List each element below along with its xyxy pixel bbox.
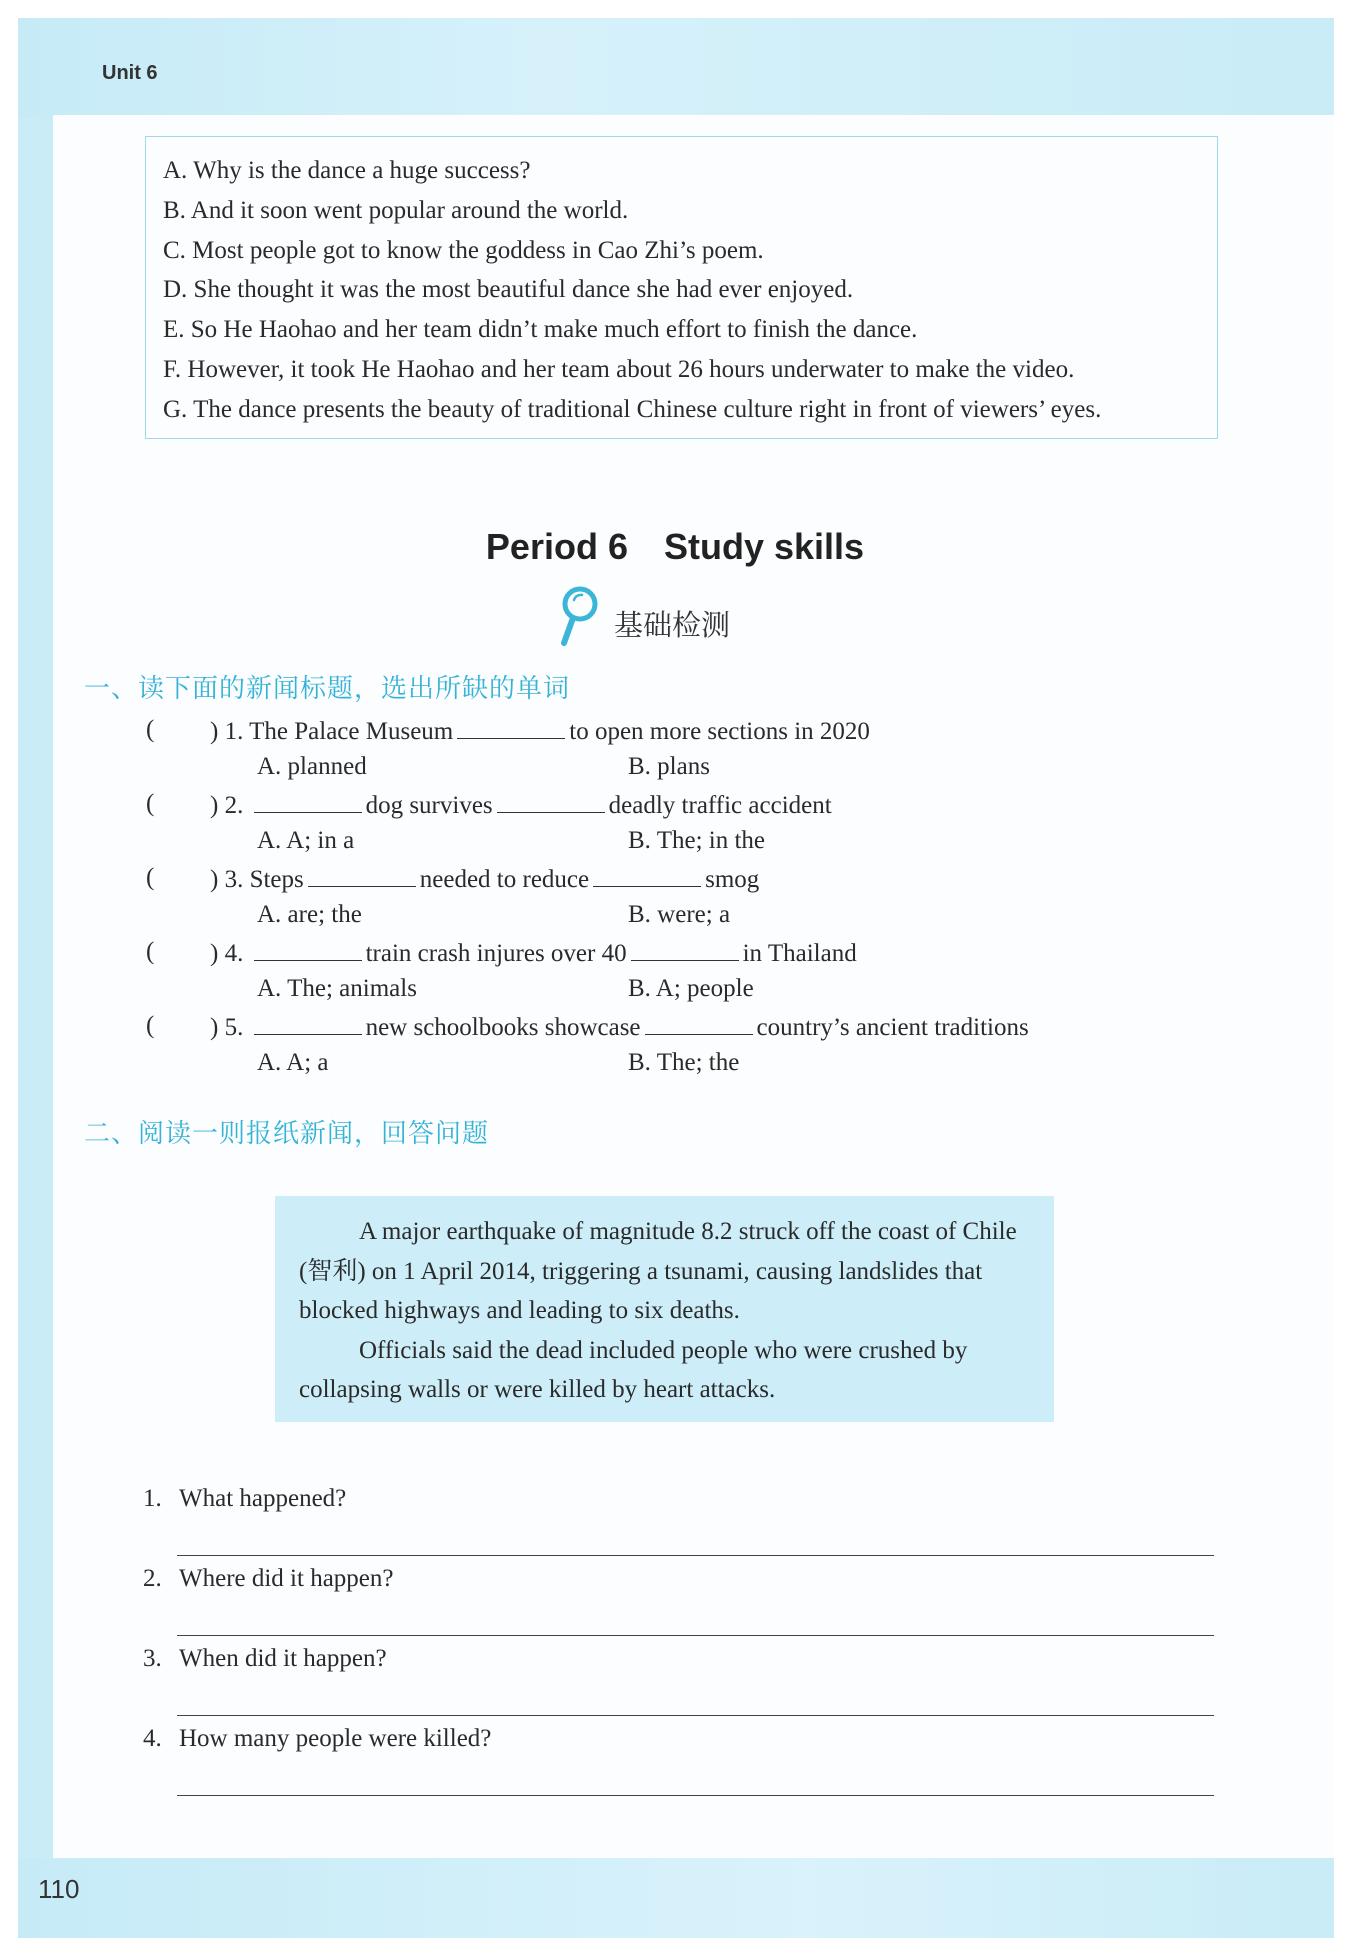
question-text: Where did it happen? [179, 1565, 394, 1592]
question-2 [210, 790, 832, 820]
question-text: train crash injures over 40 [365, 940, 627, 967]
question-number: 1. [143, 1485, 162, 1512]
question-text: When did it happen? [179, 1645, 387, 1672]
question-number: ) 3. [210, 866, 244, 893]
answer-question-3 [143, 1645, 387, 1673]
question-number: ) 4. [210, 940, 244, 967]
period-name: Study skills [663, 526, 865, 567]
option-e: E. So He Haohao and her team didn’t make much effort to finish the dance. [163, 316, 918, 344]
question-text: needed to reduce [419, 866, 590, 893]
option-g: G. The dance presents the beauty of traditional Chinese culture right in front of viewers’ eyes. [163, 395, 1102, 423]
answer-question-2 [143, 1565, 394, 1593]
answer-line[interactable] [177, 1715, 1214, 1716]
question-number: 2. [143, 1565, 162, 1592]
question-4 [210, 938, 857, 968]
question-number: 3. [143, 1645, 162, 1672]
question-text: deadly traffic accident [608, 792, 832, 819]
option-b: B. The; in the [628, 827, 766, 854]
fill-blank[interactable] [254, 938, 362, 961]
fill-blank[interactable] [457, 716, 565, 739]
option-a: A. are; the [257, 901, 362, 928]
answer-question-4 [143, 1725, 491, 1753]
option-f: F. However, it took He Haohao and her team about 26 hours underwater to make the video. [163, 355, 1075, 383]
question-number: 4. [143, 1725, 162, 1752]
answer-line[interactable] [177, 1795, 1214, 1796]
frame-top-band [18, 18, 1334, 118]
question-text: Steps [249, 866, 304, 893]
question-5 [210, 1012, 1029, 1042]
section-1-heading: 一、读下面的新闻标题，选出所缺的单词 [84, 674, 571, 704]
question-number: ) 2. [210, 792, 244, 819]
question-3 [210, 864, 759, 894]
unit-label: Unit 6 [102, 62, 158, 84]
news-article [275, 1196, 1054, 1422]
section-2-heading: 二、阅读一则报纸新闻，回答问题 [84, 1119, 490, 1149]
fill-blank[interactable] [593, 864, 701, 887]
basic-check-heading [556, 586, 730, 646]
options-box [145, 136, 1218, 439]
option-a: A. A; a [257, 1049, 329, 1076]
option-b: B. A; people [628, 975, 754, 1002]
option-b: B. And it soon went popular around the world. [163, 196, 629, 224]
option-b: B. were; a [628, 901, 731, 928]
fill-blank[interactable] [254, 1012, 362, 1035]
question-number: ) 5. [210, 1014, 244, 1041]
option-b: B. plans [628, 753, 710, 780]
fill-blank[interactable] [254, 790, 362, 813]
question-text: country’s ancient traditions [756, 1014, 1029, 1041]
option-a: A. Why is the dance a huge success? [163, 157, 531, 184]
news-paragraph: A major earthquake of magnitude 8.2 struck off the coast of Chile (智利) on 1 April 2014, triggering a tsunami, causing landslides that blocked highways and leading to six deaths. [299, 1218, 1017, 1325]
question-1 [210, 716, 870, 746]
question-text: new schoolbooks showcase [365, 1014, 641, 1041]
period-title [0, 526, 1350, 568]
question-text: to open more sections in 2020 [569, 718, 870, 745]
magnifier-icon [556, 585, 602, 647]
question-text: in Thailand [742, 940, 857, 967]
option-a: A. The; animals [257, 975, 417, 1002]
option-d: D. She thought it was the most beautiful dance she had ever enjoyed. [163, 276, 854, 304]
fill-blank[interactable] [497, 790, 605, 813]
answer-paren: ( [146, 716, 155, 743]
fill-blank[interactable] [308, 864, 416, 887]
answer-line[interactable] [177, 1555, 1214, 1556]
answer-paren: ( [146, 938, 155, 965]
question-text: What happened? [179, 1485, 347, 1512]
basic-check-label: 基础检测 [614, 607, 731, 642]
answer-question-1 [143, 1485, 346, 1513]
frame-bottom-band [18, 1858, 1334, 1938]
period-number: Period 6 [485, 526, 628, 567]
question-number: ) 1. [210, 718, 244, 745]
question-text: How many people were killed? [179, 1725, 492, 1752]
option-c: C. Most people got to know the goddess in Cao Zhi’s poem. [163, 236, 764, 264]
option-a: A. planned [257, 753, 367, 780]
option-b: B. The; the [628, 1049, 740, 1076]
fill-blank[interactable] [631, 938, 739, 961]
answer-paren: ( [146, 1012, 155, 1039]
answer-line[interactable] [177, 1635, 1214, 1636]
question-text: smog [705, 866, 760, 893]
question-text: The Palace Museum [249, 718, 454, 745]
fill-blank[interactable] [645, 1012, 753, 1035]
answer-paren: ( [146, 790, 155, 817]
page-number: 110 [38, 1874, 80, 1904]
answer-paren: ( [146, 864, 155, 891]
news-paragraph: Officials said the dead included people who were crushed by collapsing walls or were killed by heart attacks. [299, 1336, 968, 1404]
question-text: dog survives [365, 792, 493, 819]
option-a: A. A; in a [257, 827, 355, 854]
